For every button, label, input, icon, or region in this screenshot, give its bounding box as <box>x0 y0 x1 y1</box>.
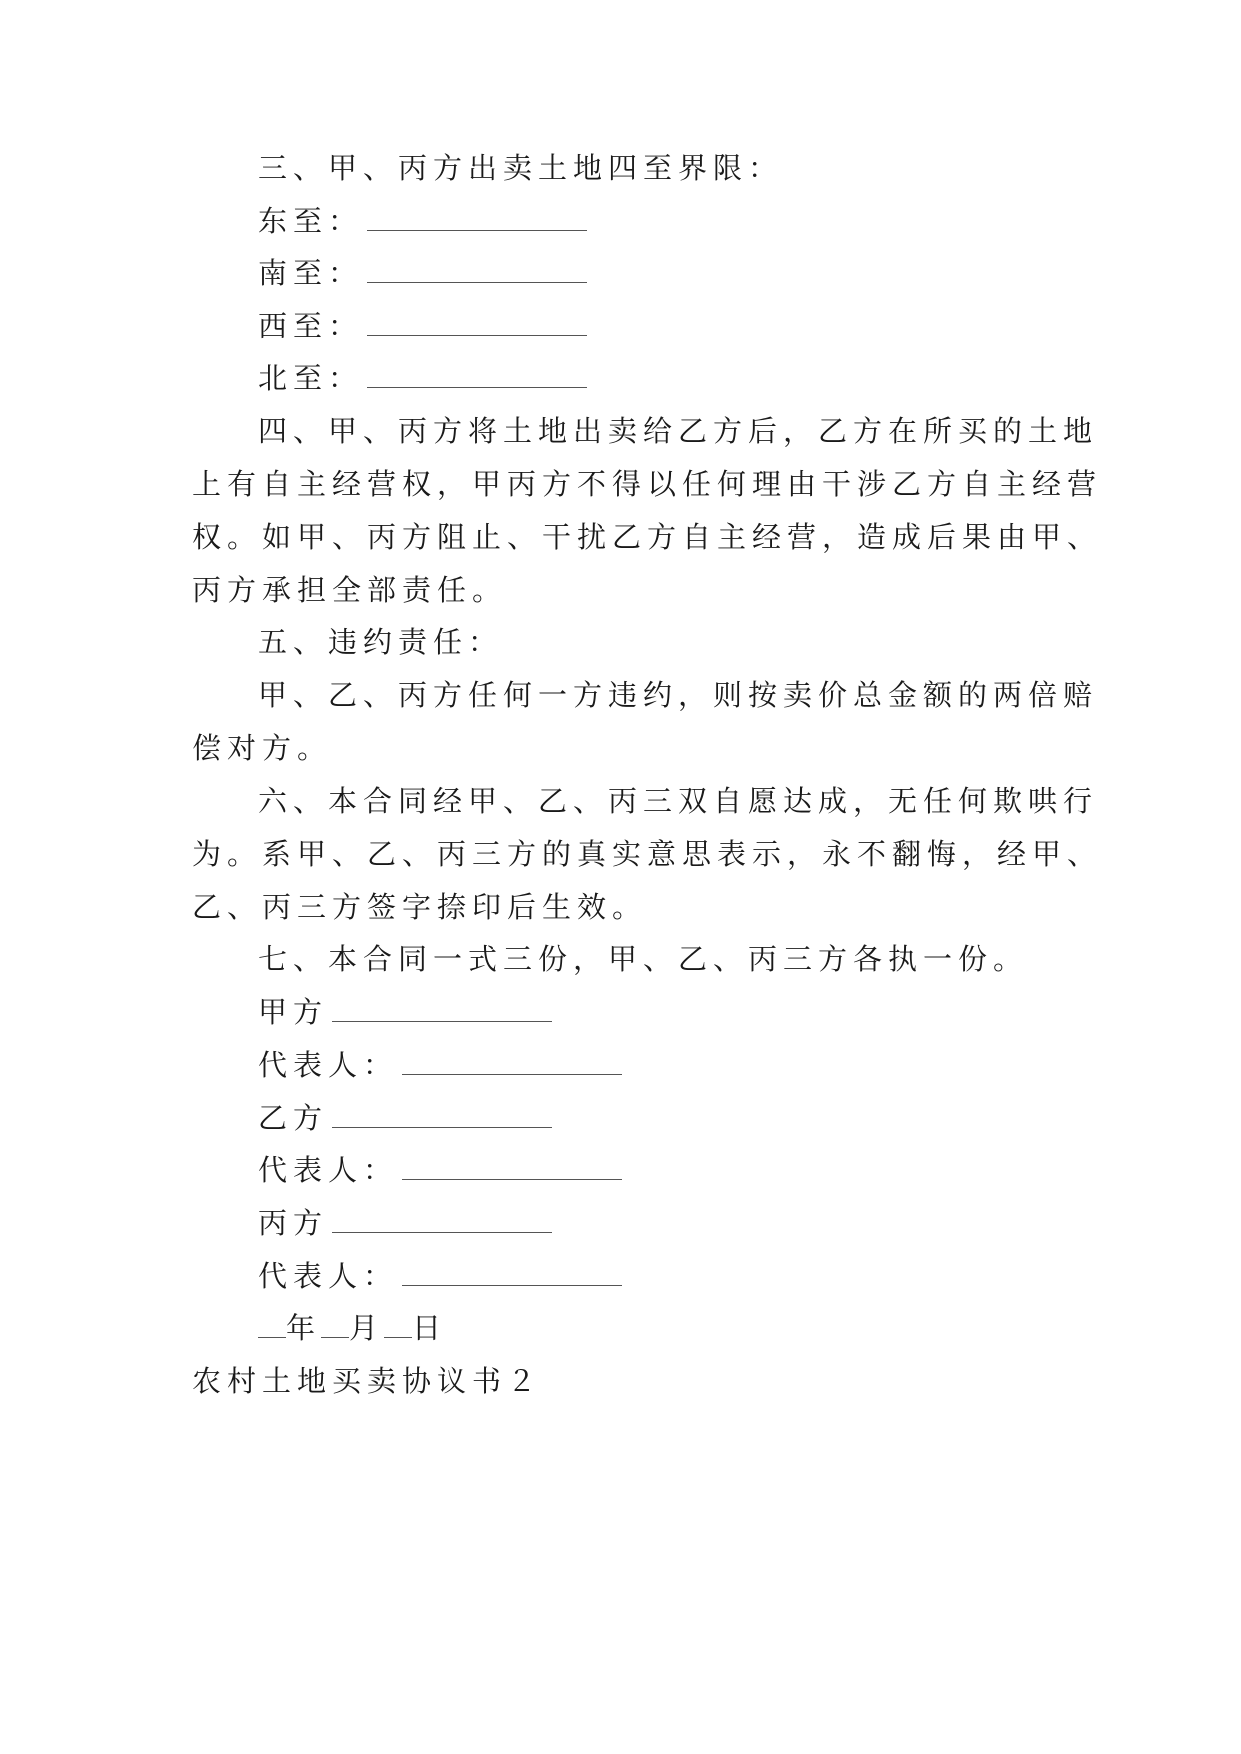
boundary-north <box>258 360 587 396</box>
blank-line <box>367 361 587 388</box>
rep-b-label: 代表人： <box>258 1153 399 1187</box>
blank-line <box>332 1101 552 1128</box>
blank-line <box>402 1048 622 1075</box>
boundary-west-label: 西至： <box>258 309 364 343</box>
clause-5-line-2: 偿对方。 <box>192 731 333 765</box>
clause-4-line-2: 上有自主经营权，甲丙方不得以任何理由干涉乙方自主经营 <box>192 467 1103 501</box>
rep-a-label: 代表人： <box>258 1048 399 1082</box>
boundary-south <box>258 255 587 291</box>
date-month-label: 月 <box>349 1311 385 1345</box>
clause-6-line-2: 为。系甲、乙、丙三方的真实意思表示，永不翻悔，经甲、 <box>192 837 1103 871</box>
blank-line <box>332 995 552 1022</box>
boundary-south-label: 南至： <box>258 256 364 290</box>
clause-7-line-1: 七、本合同一式三份，甲、乙、丙三方各执一份。 <box>258 942 1029 976</box>
blank-line <box>367 204 587 231</box>
signature-rep-b <box>258 1152 622 1188</box>
signature-party-c <box>258 1205 552 1241</box>
rep-c-label: 代表人： <box>258 1259 399 1293</box>
next-document-title: 农村土地买卖协议书２ <box>192 1364 543 1398</box>
clause-4-line-4: 丙方承担全部责任。 <box>192 573 508 607</box>
clause-6-line-1: 六、本合同经甲、乙、丙三双自愿达成，无任何欺哄行 <box>258 784 1099 818</box>
blank-line <box>321 1311 349 1338</box>
clause-4-line-3: 权。如甲、丙方阻止、干扰乙方自主经营，造成后果由甲、 <box>192 520 1103 554</box>
blank-line <box>367 256 587 283</box>
blank-line <box>258 1311 286 1338</box>
boundary-north-label: 北至： <box>258 361 364 395</box>
boundary-east-label: 东至： <box>258 204 364 238</box>
party-b-label: 乙方 <box>258 1101 329 1135</box>
blank-line <box>367 309 587 336</box>
signature-date <box>258 1310 447 1346</box>
date-year-label: 年 <box>286 1311 322 1345</box>
party-a-label: 甲方 <box>258 995 329 1029</box>
clause-3-heading: 三、甲、丙方出卖土地四至界限： <box>258 151 784 185</box>
date-day-label: 日 <box>412 1311 448 1345</box>
party-c-label: 丙方 <box>258 1206 329 1240</box>
blank-line <box>402 1153 622 1180</box>
signature-rep-a <box>258 1047 622 1083</box>
boundary-west <box>258 308 587 344</box>
signature-party-b <box>258 1100 552 1136</box>
blank-line <box>402 1259 622 1286</box>
clause-5-heading: 五、违约责任： <box>258 625 504 659</box>
clause-4-line-1: 四、甲、丙方将土地出卖给乙方后，乙方在所买的土地 <box>258 414 1099 448</box>
boundary-east <box>258 203 587 239</box>
clause-5-line-1: 甲、乙、丙方任何一方违约，则按卖价总金额的两倍赔 <box>258 678 1099 712</box>
blank-line <box>384 1311 412 1338</box>
clause-6-line-3: 乙、丙三方签字捺印后生效。 <box>192 890 648 924</box>
blank-line <box>332 1206 552 1233</box>
signature-party-a <box>258 994 552 1030</box>
signature-rep-c <box>258 1258 622 1294</box>
